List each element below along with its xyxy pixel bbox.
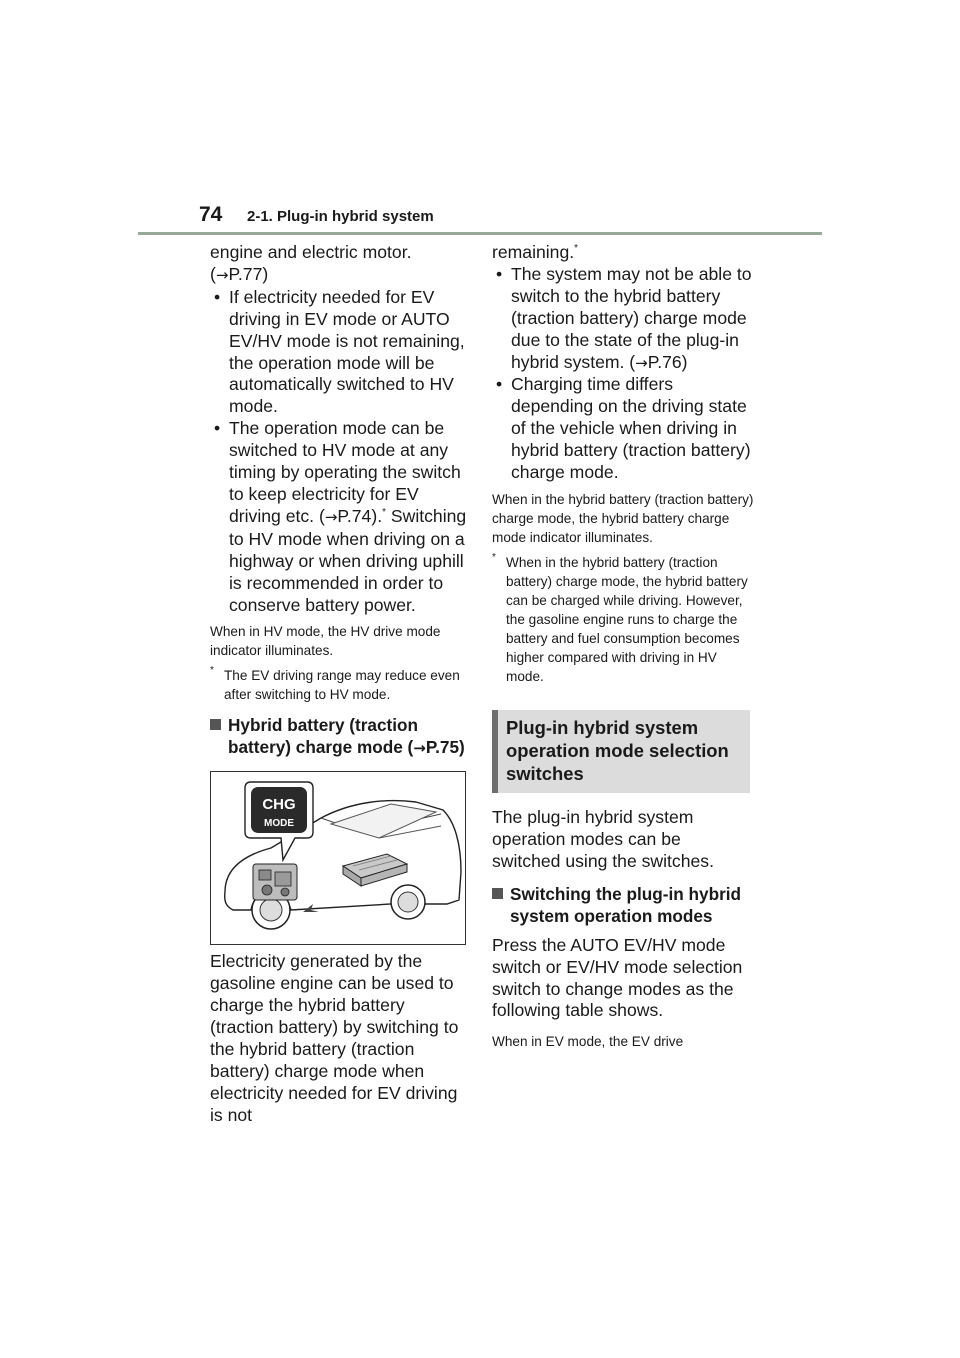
subheading-switching-modes: Switching the plug-in hybrid system operation modes: [492, 883, 754, 927]
arrow-icon: →: [215, 265, 229, 284]
asterisk-mark: *: [574, 243, 579, 254]
note-hv-indicator: When in HV mode, the HV drive mode indicator illuminates.: [210, 624, 441, 659]
page-link-76[interactable]: P.76): [647, 351, 688, 372]
paragraph-switches: The plug-in hybrid system operation modes can be switched using the switches.: [492, 806, 714, 871]
intro-reference: (→P.77): [210, 263, 269, 284]
bullet-charging-time: • Charging time differs depending on the driving state of the vehicle when driving in hybrid battery (traction battery) charge mode.: [492, 374, 754, 484]
note-ev-indicator: When in EV mode, the EV drive: [492, 1034, 684, 1050]
bullet-hv-timing: • The operation mode can be switched to HV mode at any timing by operating the switch to keep electricity for EV driving etc. (→P.74).* Switching to HV mode when driving on a highway or when driving uphill is recommended in order to conserve battery power.: [210, 418, 472, 616]
arrow-icon: →: [635, 353, 648, 372]
page-number: 74: [199, 203, 223, 226]
left-column: [210, 242, 472, 1127]
page-link-75[interactable]: P.75): [425, 737, 465, 758]
intro-line: engine and electric motor.: [210, 242, 412, 262]
right-column: [492, 242, 754, 1051]
bullet-ev-switch: • If electricity needed for EV driving in EV mode or AUTO EV/HV mode is not remaining, the operation mode will be automatically switched to HV mode.: [210, 287, 472, 418]
page-link-77[interactable]: P.77): [228, 263, 269, 284]
note-charge-indicator: When in the hybrid battery (traction battery) charge mode, the hybrid battery charge mode indicator illuminates.: [492, 491, 754, 545]
arrow-icon: →: [324, 507, 338, 526]
badge-text-line1: CHG: [262, 796, 296, 814]
header-rule: [138, 232, 822, 235]
square-bullet-icon: [210, 719, 221, 730]
car-charge-mode-illustration: [210, 771, 466, 945]
paragraph-press-switch: Press the AUTO EV/HV mode switch or EV/HV mode selection switch to change modes as the following table shows.: [492, 934, 743, 1021]
footnote-ev-range: * The EV driving range may reduce even after switching to HV mode.: [210, 665, 460, 703]
section-heading-box: [492, 710, 750, 793]
bullet-system-state: • The system may not be able to switch to the hybrid battery (traction battery) charge mode due to the state of the plug-in hybrid system. (→P.76): [492, 264, 754, 375]
arrow-icon: →: [413, 739, 426, 758]
section-heading: Plug-in hybrid system operation mode selection switches: [506, 716, 729, 784]
asterisk-mark: *: [382, 506, 386, 518]
paragraph-charge-mode: Electricity generated by the gasoline engine can be used to charge the hybrid battery (traction battery) by switching to the hybrid battery (traction battery) charge mode when electricity needed for EV driving is not: [210, 951, 459, 1125]
engine-motor-block: [253, 864, 297, 900]
section-header-title: 2-1. Plug-in hybrid system: [247, 208, 434, 225]
badge-text-line2: MODE: [264, 818, 294, 830]
square-bullet-icon: [492, 888, 503, 899]
page-link-74[interactable]: P.74).: [337, 505, 383, 526]
footnote-charge-mode: * When in the hybrid battery (traction battery) charge mode, the hybrid battery can be charged while driving. However, the gasoline engine runs to charge the battery and fuel consumption becomes higher compared with driving in HV mode.: [492, 551, 748, 684]
subheading-charge-mode: Hybrid battery (traction battery) charge mode (→P.75): [210, 714, 472, 759]
continuation-line: remaining.*: [492, 242, 579, 262]
